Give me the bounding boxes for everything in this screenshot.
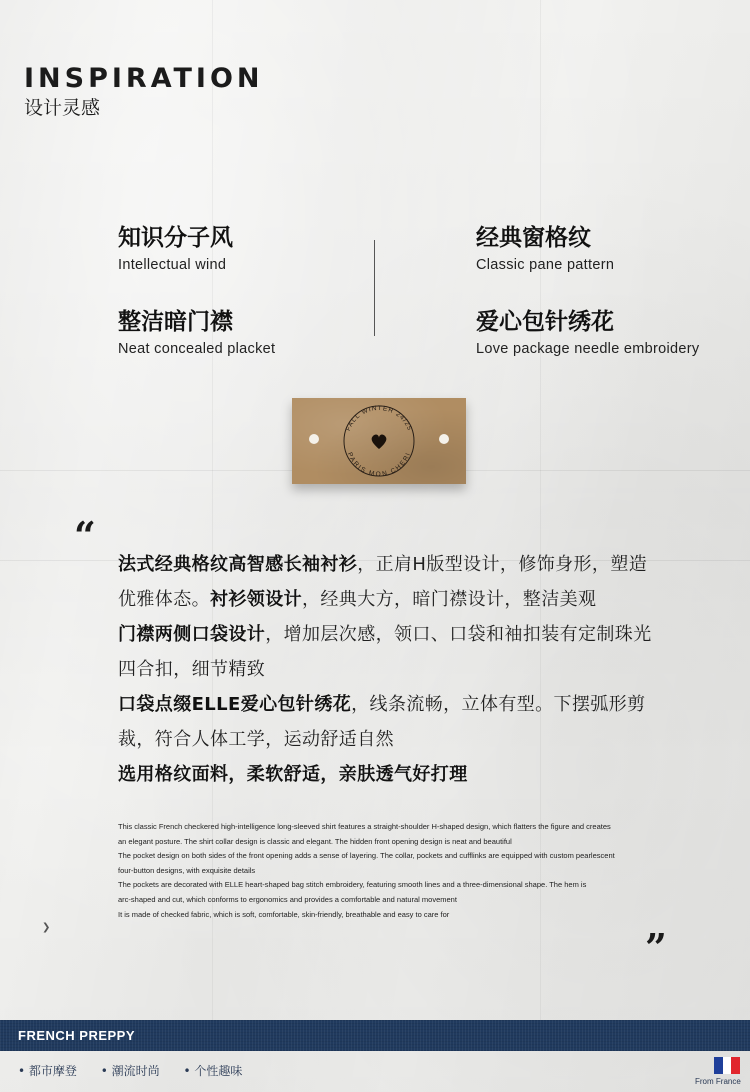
- feature-subtitle: Neat concealed placket: [118, 341, 276, 357]
- description-zh: [118, 547, 688, 792]
- origin-label: From France: [695, 1077, 741, 1086]
- description-en-line: It is made of checked fabric, which is soft, comfortable, skin-friendly, breathable and easy to care for: [118, 909, 450, 919]
- description-line: 优雅体态。衬衫领设计，经典大方，暗门襟设计，整洁美观: [118, 589, 597, 610]
- feature-title: 整洁暗门襟: [118, 309, 233, 335]
- description-line: 法式经典格纹高智感长袖衬衫，正肩H版型设计，修饰身形，塑造: [118, 554, 648, 575]
- description-line: 选用格纹面料，柔软舒适，亲肤透气好打理: [118, 764, 468, 785]
- footer-tag: • 个性趣味: [183, 1064, 243, 1078]
- feature-divider: [374, 240, 375, 336]
- footer-title: FRENCH PREPPY: [18, 1028, 136, 1043]
- feature-title: 爱心包针绣花: [476, 309, 614, 335]
- description-line: 裁，符合人体工学，运动舒适自然: [118, 729, 394, 750]
- feature-title: 知识分子风: [118, 225, 233, 251]
- svg-text:FALL WINTER 24/25: [345, 405, 413, 432]
- kraft-label-tag: [292, 398, 466, 484]
- description-en-line: arc-shaped and cut, which conforms to ergonomics and provides a comfortable and natural movement: [118, 894, 457, 904]
- feature-pane-pattern: [476, 224, 614, 274]
- feature-placket: [118, 308, 275, 358]
- description-en: [118, 820, 678, 922]
- feature-subtitle: Classic pane pattern: [476, 257, 615, 273]
- tag-hole: [439, 434, 449, 444]
- quote-close-mark: ”: [645, 925, 667, 970]
- decorative-mark-icon: ❯: [42, 922, 51, 933]
- description-en-line: an elegant posture. The shirt collar design is classic and elegant. The hidden front opening design is neat and beautiful: [118, 836, 512, 846]
- section-subtitle: 设计灵感: [24, 97, 101, 119]
- france-flag-icon: [714, 1057, 740, 1074]
- footer-tag: • 都市摩登: [18, 1064, 77, 1078]
- section-title: INSPIRATION: [24, 63, 264, 94]
- tag-hole: [309, 434, 319, 444]
- description-line: 门襟两侧口袋设计，增加层次感，领口、口袋和袖扣装有定制珠光: [118, 624, 652, 645]
- feature-intellectual: [118, 224, 233, 274]
- feature-title: 经典窗格纹: [476, 225, 591, 251]
- footer-tag: • 潮流时尚: [100, 1064, 160, 1078]
- description-en-line: This classic French checkered high-intelligence long-sleeved shirt features a straight-shoulder H-shaped design, which flatters the figure and creates: [118, 822, 611, 831]
- description-en-line: The pockets are decorated with ELLE heart-shaped bag stitch embroidery, featuring smooth lines and a three-dimensional shape. The hem is: [118, 880, 587, 890]
- feature-embroidery: [476, 308, 699, 358]
- description-en-line: The pocket design on both sides of the front opening adds a sense of layering. The collar, pockets and cufflinks are equipped with custom pearlescent: [118, 851, 615, 861]
- feature-subtitle: Love package needle embroidery: [476, 341, 700, 357]
- description-line: 四合扣，细节精致: [118, 659, 266, 680]
- tag-bottom-text: PARIS MON CHERI: [345, 451, 413, 479]
- description-en-line: four-button designs, with exquisite details: [118, 865, 256, 875]
- description-line: 口袋点缀ELLE爱心包针绣花，线条流畅，立体有型。下摆弧形剪: [118, 694, 646, 715]
- heart-icon: [372, 435, 387, 449]
- svg-text:PARIS MON CHERI: [346, 451, 413, 478]
- tag-top-text: FALL WINTER 24/25: [344, 404, 414, 433]
- footer-tags: [18, 1062, 262, 1079]
- feature-subtitle: Intellectual wind: [118, 257, 227, 273]
- quote-open-mark: “: [74, 513, 96, 558]
